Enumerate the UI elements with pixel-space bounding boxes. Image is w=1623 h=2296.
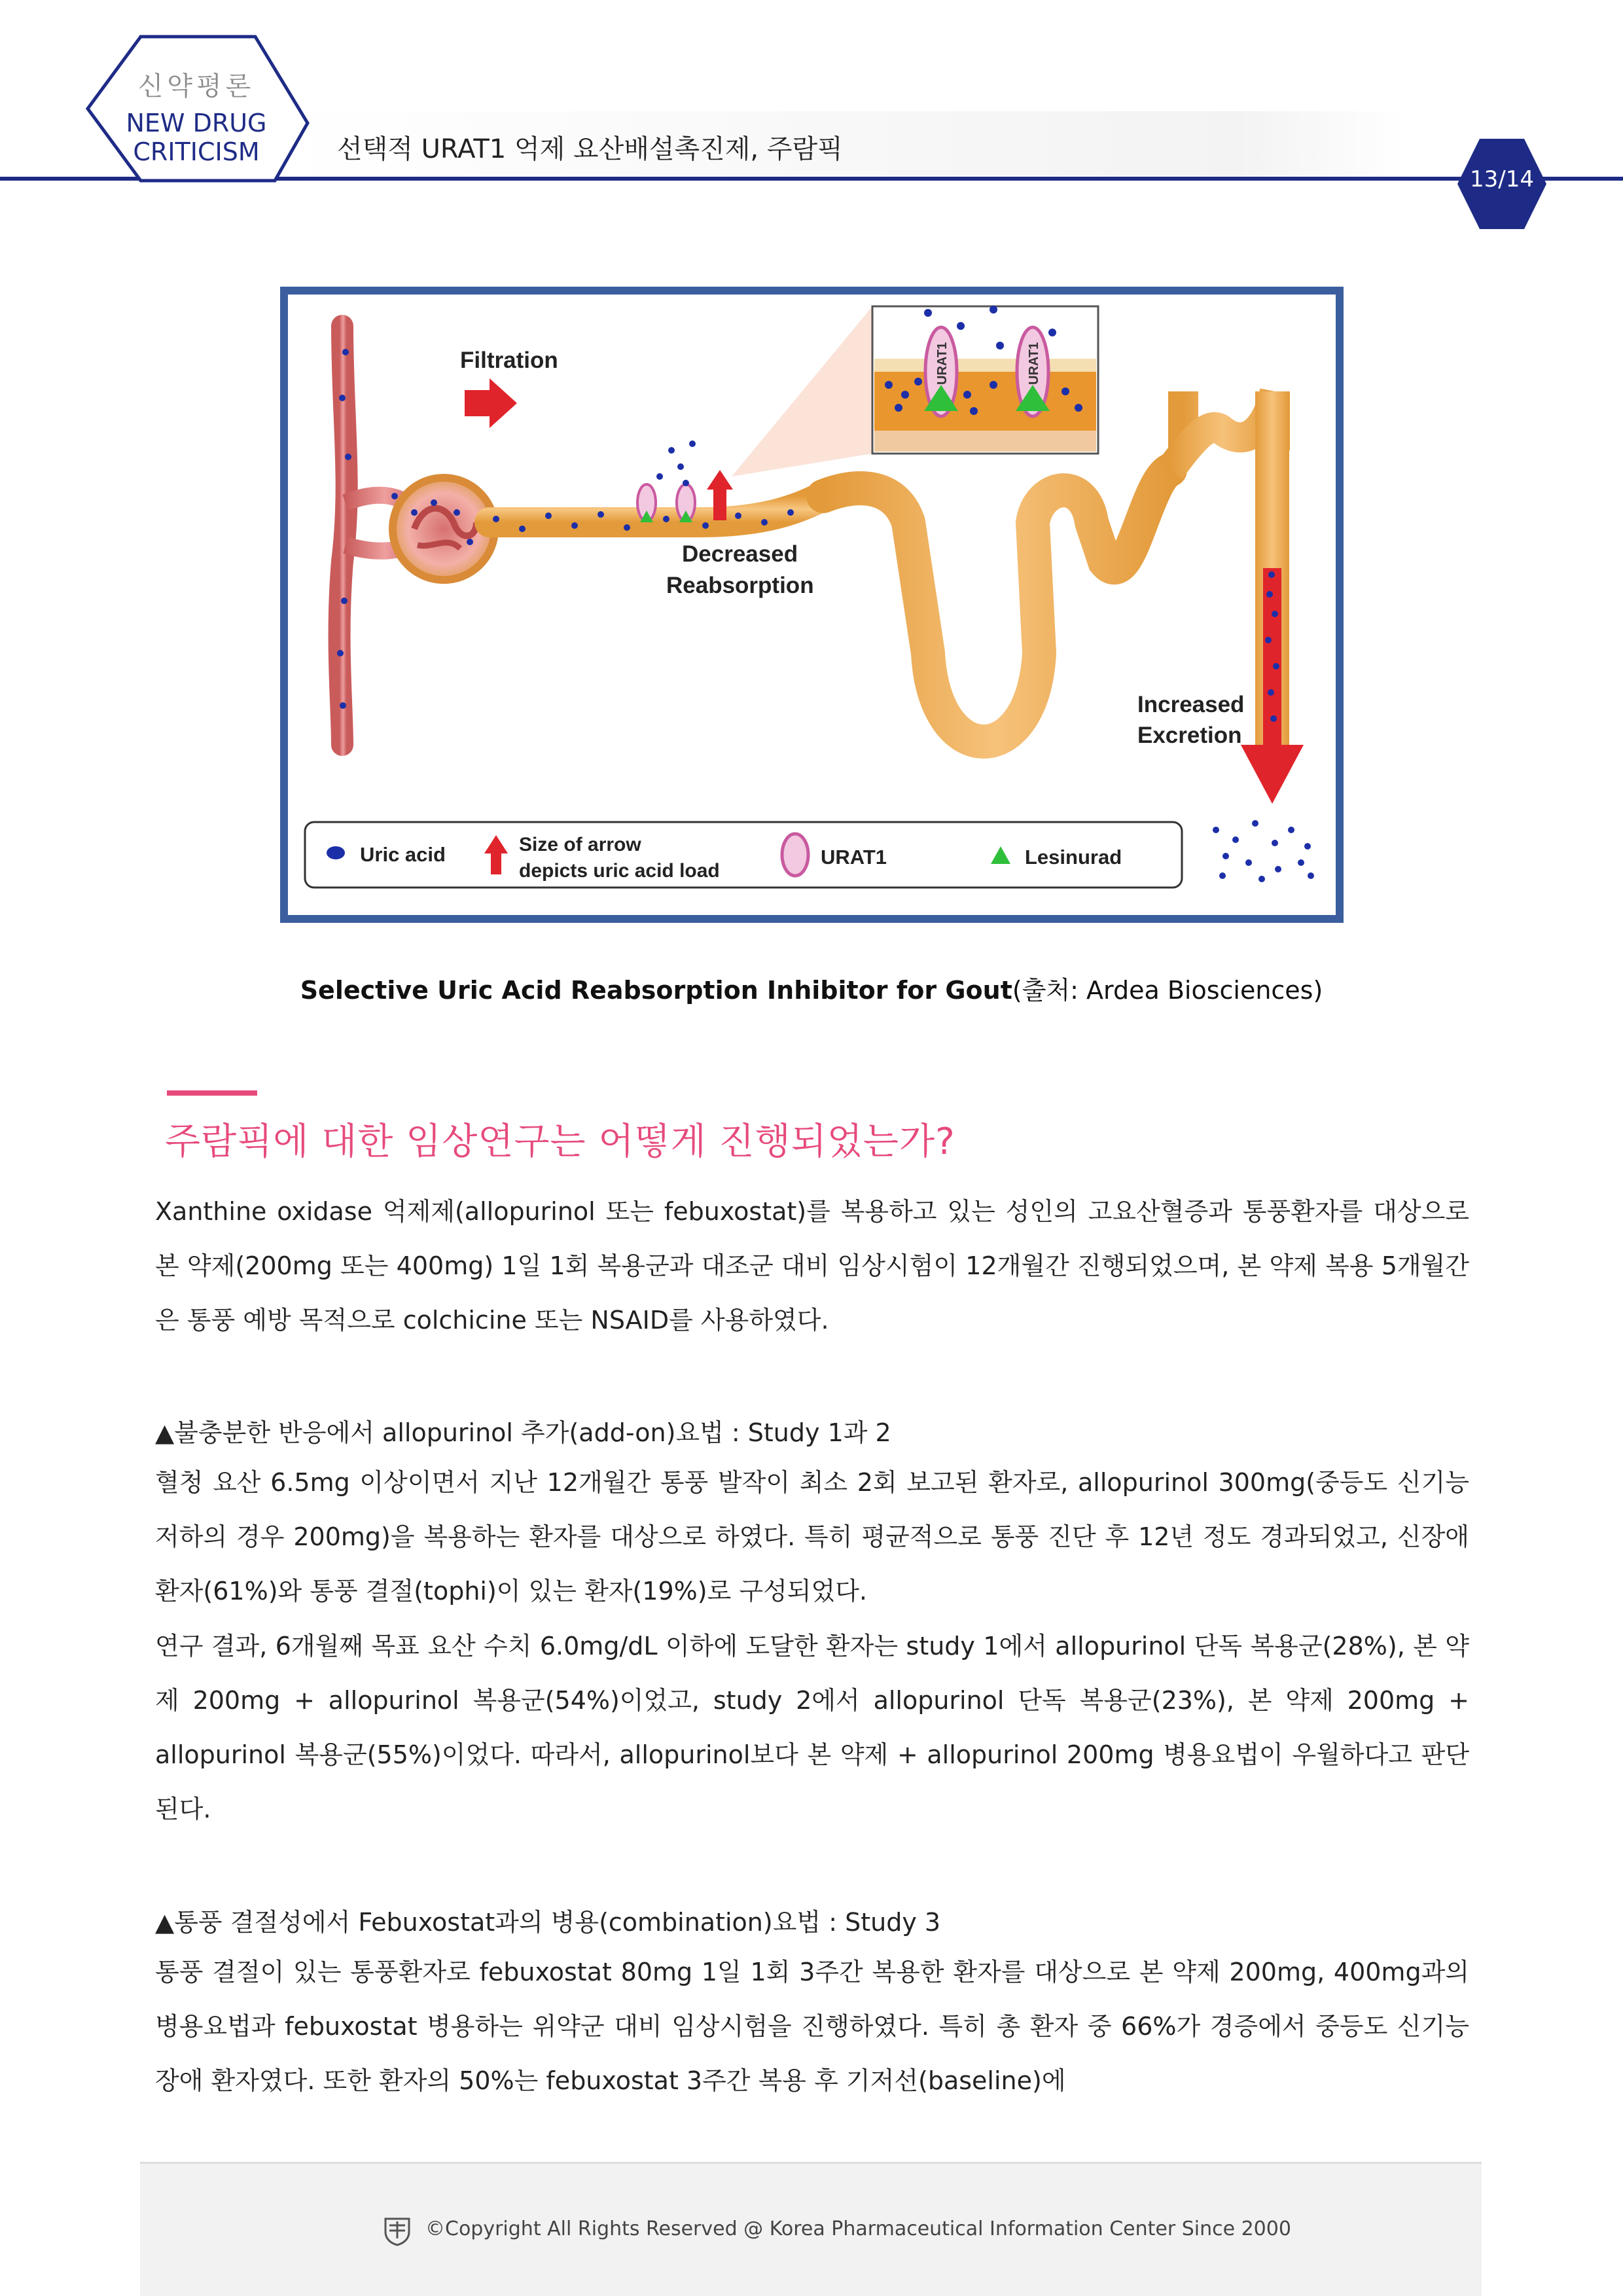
page-number: 13/14 [1470, 166, 1534, 192]
brand-english-line2: CRITICISM [133, 137, 260, 166]
study3-paragraph-1: 통풍 결절이 있는 통풍환자로 febuxostat 80mg 1일 1회 3주간 복용한 환자를 대상으로 본 약제 200mg, 400mg과의 병용요법과 febuxostat 병용하는 위약군 대비 임상시험을 진행하였다. 특히 총 환자 중 66%가 경증에서 중등도 신기능 장애 환자였다. 또한 환자의 50%는 febuxostat 3주간 복용 후 기저선(baseline)에 [155, 1958, 1469, 2095]
svg-text:URAT1: URAT1 [1027, 342, 1041, 385]
heading-accent-bar [167, 1090, 257, 1096]
svg-text:URAT1: URAT1 [935, 342, 950, 385]
section-heading: 주람픽에 대한 임상연구는 어떻게 진행되었는가? [165, 1121, 955, 1163]
study12-title: ▲불충분한 반응에서 allopurinol 추가(add-on)요법 : Study 1과 2 [155, 1418, 891, 1447]
svg-text:Reabsorption: Reabsorption [666, 573, 814, 598]
caption-title: Selective Uric Acid Reabsorption Inhibitor for Gout [300, 976, 1012, 1005]
svg-text:Size of arrow: Size of arrow [519, 834, 641, 855]
brand-korean: 신약평론 [137, 71, 255, 101]
svg-text:Filtration: Filtration [460, 348, 558, 373]
study3-title: ▲통풍 결절성에서 Febuxostat과의 병용(combination)요법 : Study 3 [155, 1908, 941, 1937]
uric-acid-dot [327, 846, 345, 859]
study12-paragraph-1: 혈청 요산 6.5mg 이상이면서 지난 12개월간 통풍 발작이 최소 2회 보고된 환자로, allopurinol 300mg(중등도 신기능 저하의 경우 200mg)을 복용하는 환자를 대상으로 하였다. 특히 평균적으로 통풍 진단 후 12년 정도 경과되었고, 신장애 환자(61%)와 통풍 결절(tophi)이 있는 환자(19%)로 구성되었다. [155, 1468, 1469, 1605]
document-title: 선택적 URAT1 억제 요산배설촉진제, 주람픽 [337, 134, 843, 164]
caption-source: (출처: Ardea Biosciences) [1012, 976, 1323, 1005]
urat1-transporter-icon [782, 834, 808, 876]
svg-text:Uric acid: Uric acid [360, 843, 446, 866]
svg-text:Excretion: Excretion [1137, 723, 1242, 748]
shield-logo-icon [383, 2216, 412, 2246]
svg-text:Decreased: Decreased [682, 541, 798, 567]
copyright-text: ©Copyright All Rights Reserved @ Korea Pharmaceutical Information Center Since 2000 [425, 2217, 1291, 2240]
svg-text:Lesinurad: Lesinurad [1025, 846, 1122, 869]
urat1-mechanism-figure [280, 287, 1344, 923]
study12-paragraph-2: 연구 결과, 6개월째 목표 요산 수치 6.0mg/dL 이하에 도달한 환자는 study 1에서 allopurinol 단독 복용군(28%), 본 약제 200mg + allopurinol 복용군(54%)이었고, study 2에서 allopurinol 단독 복용군(23%), 본 약제 200mg + allopurinol 복용군(55%)이었다. 따라서, allopurinol보다 본 약제 + allopurinol 200mg 병용요법이 우월하다고 판단된다. [155, 1632, 1469, 1823]
figure-caption [0, 970, 1623, 1006]
intro-paragraph: Xanthine oxidase 억제제(allopurinol 또는 febuxostat)를 복용하고 있는 성인의 고요산혈증과 통풍환자를 대상으로 본 약제(200mg 또는 400mg) 1일 1회 복용군과 대조군 대비 임상시험이 12개월간 진행되었으며, 본 약제 복용 5개월간은 통풍 예방 목적으로 colchicine 또는 NSAID를 사용하였다. [155, 1197, 1469, 1335]
blood-vessel [340, 326, 347, 745]
svg-text:URAT1: URAT1 [821, 846, 887, 869]
svg-text:depicts uric acid load: depicts uric acid load [519, 860, 720, 882]
brand-english-line1: NEW DRUG [126, 109, 267, 137]
svg-text:Increased: Increased [1137, 692, 1245, 717]
